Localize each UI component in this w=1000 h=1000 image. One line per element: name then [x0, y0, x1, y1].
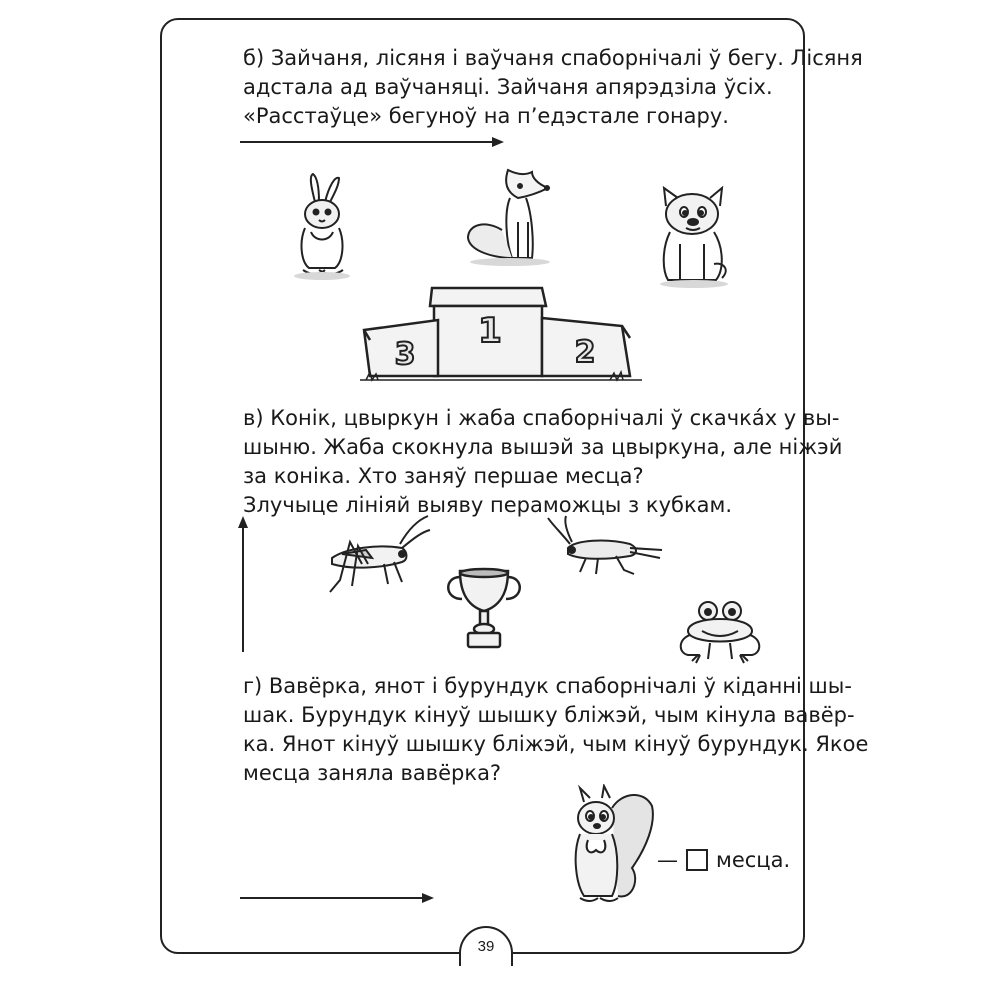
page-number: 39	[477, 938, 495, 955]
squirrel-illustration	[566, 784, 656, 914]
answer-suffix: месца.	[716, 848, 791, 872]
wolf-cub-illustration	[650, 184, 734, 292]
task-v-line: за коніка. Хто заняў першае месца?	[243, 464, 644, 488]
cricket-illustration	[546, 514, 664, 578]
podium-place-1: 1	[478, 311, 502, 351]
task-v-line: Злучыце лініяй выяву пераможцы з кубкам.	[243, 493, 733, 517]
podium-place-3: 3	[394, 337, 416, 372]
task-b-text	[243, 44, 863, 131]
answer-box[interactable]	[686, 849, 708, 871]
podium-place-2: 2	[574, 335, 596, 370]
task-v-line: шыню. Жаба скокнула вышэй за цвыркуна, але ніжэй	[243, 435, 843, 459]
hare-illustration	[285, 172, 360, 287]
trophy-icon	[442, 565, 526, 655]
task-g-line: шак. Бурундук кінуў шышку бліжэй, чым кінула вавёр-	[243, 703, 855, 727]
task-v-line: в) Конік, цвыркун і жаба спаборнічалі ў скачка́х у вы-	[243, 406, 840, 430]
answer-dash: —	[657, 848, 678, 872]
grasshopper-illustration	[322, 514, 434, 598]
task-g-line: г) Вавёрка, янот і бурундук спаборнічалі ў кіданні шы-	[243, 674, 852, 698]
direction-arrow-right-bottom	[238, 890, 438, 906]
task-g-line: ка. Янот кінуў шышку бліжэй, чым кінуў бурундук. Якое	[243, 732, 869, 756]
task-b-line: «Расстаўце» бегуноў на п’едэстале гонару.	[243, 104, 729, 128]
task-g-text	[243, 672, 869, 788]
answer-row	[657, 842, 790, 878]
fox-illustration	[462, 162, 558, 270]
task-g-line: месца заняла вавёрка?	[243, 761, 502, 785]
direction-arrow-up	[235, 514, 251, 654]
podium-illustration	[360, 280, 642, 384]
task-b-line: б) Зайчаня, лісяня і ваўчаня спаборнічалі ў бегу. Лісяня	[243, 46, 863, 70]
task-v-text	[243, 404, 843, 520]
direction-arrow-right-top	[238, 134, 508, 150]
frog-illustration	[674, 597, 768, 665]
task-b-line: адстала ад ваўчаняці. Зайчаня апярэдзіла ўсіх.	[243, 75, 773, 99]
